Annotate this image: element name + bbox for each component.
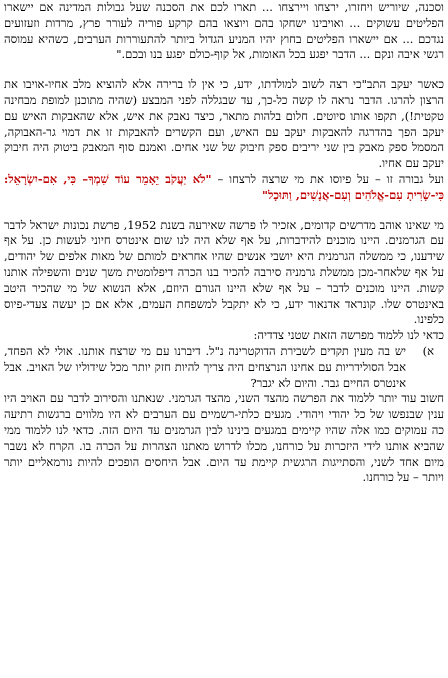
paragraph-6: חשוב עוד יותר ללמוד את הפרשה מהצד השני, מהצד הגרמני. שנאתנו והסירוב לדבר עם האויב היו ענין שבנפשו של כל יהודי ויהודי. מגעים כלתי-רשמיים עם הערבים לא היו מלווים ברגשות רתיעה כה עמוקים כמו אלה שהיו קיימים במגעים בינינו לבין הגרמנים עד היום הזה. כדאי לנו ללמוד ממי שהביא אותנו לידי היזכרות על כורחנו, מכלו לדרוש מאתנו הצהרות על הכרה בו. הקרח לא נשבר מיום אחד לשני, והסתייגות הרגשית קיימת עד היום. אבל היחסים הופכים להיות נורמאליים יותר ויותר – על כורחנו. <box>4 391 444 485</box>
list-item <box>4 344 444 391</box>
paragraph-1: וסכנה, שיוריש ויחזרו, ירצחו ויירצחו ... תארו לכם את הסכנה שעל גבולות המדינה אם יישארו הפליטים עשוקים ... ואויבינו ישחקו בהם ויוצאו בהם קרקע פוריה לעורר פרץ, מרדות וזעזועים נגדכם ... אם יישארו הפליטים בחוץ יהיו המניע הגדול ביותר להתעוררות הערבים, כשהיא עמוסה רגשי איבה ונקם ... הדבר יפגע בכל האומות, אל קוף-כולם יפגע בנו ובכם." <box>4 0 444 62</box>
paragraph-5: כדאי לנו ללמוד מפרשה הזאת שטני צדדיה: <box>253 328 444 343</box>
spacer <box>4 204 444 218</box>
paragraph-3-text: ועל גבורה זו – על פיוסו את מי שרצה לרצחו – <box>211 171 444 186</box>
biblical-quote: "לֹא יַעֲקֹב יֵאָמֵר עוֹד שִׁמְךָ– כִּי, אִם-יִשְׂרָאֵל: כִּי-שָׂרִיתָ עִם-אֱלֹהִים וְעִם-אֲנָשִׁים, וַתּוּכָל" <box>4 171 444 202</box>
paragraph-4: מי שאינו אוהב מדרשים קדומים, אזכיר לו פרשה שאירעה בשנת 1952, פרשת נכונות ישראל לדבר עם הגרמנים. היינו מוכנים להידברות, על אף שלא היה לנו שום אינטרס חיוני לעשות כן. על אף שידענו, כי ממשלה הגרמנית היא יושבי אנשים שהיו אחראים למותם של מאות אלפים של יהודים, על אף שלאחר-מכן ממשלת גרמניה סירבה להכיר בנו הכרה דיפלומטית משך שנים והשפילה אותנו קשות. היינו מוכנים לדבר – על אף שלא היינו הגורם היוזם, אלא הנשוא של מי שהכיר היטב באינטרס שלו. קונראד אדנאור ידע, כי לא יתקבל למשפחת העמים, אלא אם כן יעשה צעדי-פיוס כלפינו. <box>4 217 445 327</box>
list-marker: א) <box>422 343 434 358</box>
spacer <box>4 63 444 77</box>
list-item-text: יש בה מעין תקדים לשבירת הדוקטרינה נ"ל. דיברנו עם מי שרצח אותנו. אולי לא הפחד, אבל הסולידריות עם אחינו הנרצחים היה צריך להיות חזק יותר מכל שידוליו של האויב. אבל אינטרס החיים גבר. והיום לא יגבר? <box>4 343 406 390</box>
paragraph-2: כאשר יעקב התב"כי רצה לשוב למולדתו, ידע, כי אין לו ברירה אלא להוציא מלב אחיו-אויבו את הרצון להרגו. הדבר נראה לו קשה כל-כך, עד שבגללה לפני המבצע (שהיה מתוכנן למופת מבחינה טקטית!), תקפו אותו סיוטים. חלום בלהות מתאר, כיצד נאבק את איש, אלא שהאבקות האיש עם יעקב הפך בהדרגה להאבקות יעקב עם האיש, ועם הקשרים להאבקות זו את דמוי גר-האבוקה, המסמל ספק מאבק בין שני יריבים ספק חיבוק של שני אחים. ואמנם סוף המאבק ביטוק היה חיבוק יעקב עם אחיו. <box>4 77 445 171</box>
paragraph-3 <box>4 172 444 204</box>
